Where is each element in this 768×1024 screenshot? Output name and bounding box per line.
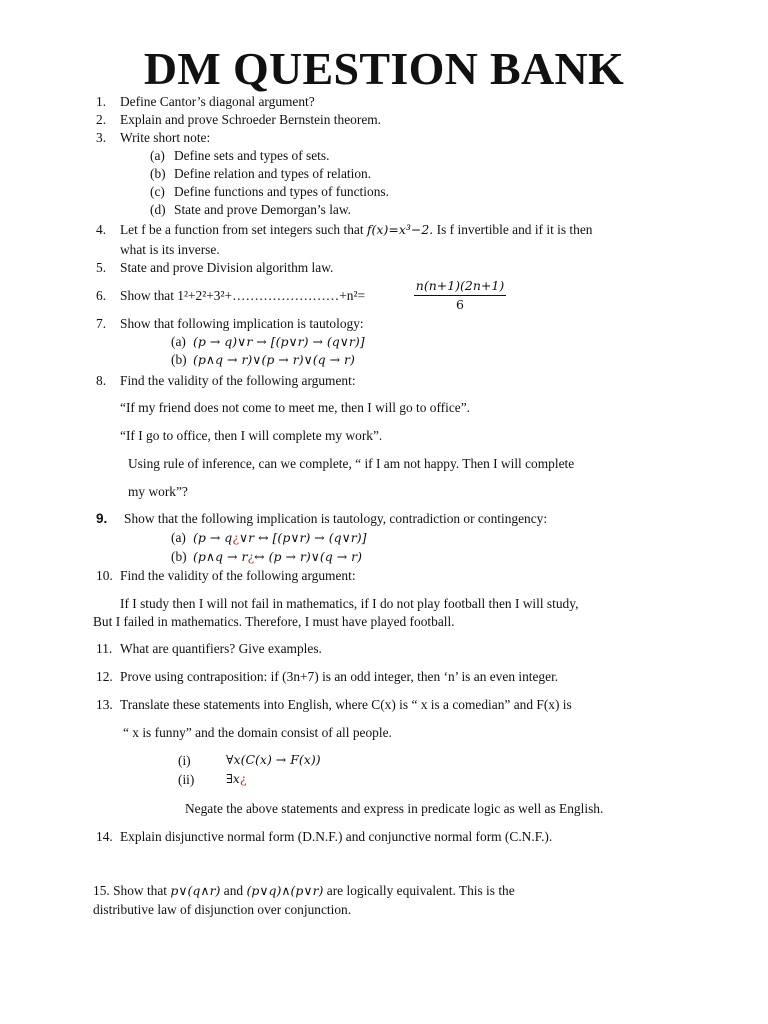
q8-number: 8.: [96, 373, 107, 388]
q9b-expr-pre: (p∧q → r: [193, 549, 248, 564]
q13-text: Translate these statements into English, where C(x) is “ x is a comedian” and F(x) is: [120, 697, 572, 712]
q8-premise-1: “If my friend does not come to meet me, then I will go to office”.: [120, 400, 471, 415]
q3c-text: Define functions and types of functions.: [174, 184, 389, 199]
q3b-label: (b): [150, 166, 166, 181]
q15-lead: 15. Show that: [93, 883, 168, 898]
q6-number: 6.: [96, 288, 107, 303]
q8-conclusion-end: my work”?: [128, 484, 188, 499]
q9a-expr-post: ∨r ↔ [(p∨r) → (q∨r)]: [239, 530, 367, 545]
q15-and: and: [223, 883, 244, 898]
q4-formula: f(x)=x³−2.: [366, 222, 434, 237]
q4-text-a: Let f be a function from set integers such that: [120, 222, 364, 237]
q3a-text: Define sets and types of sets.: [174, 148, 330, 163]
q14-text: Explain disjunctive normal form (D.N.F.) and conjunctive normal form (C.N.F.).: [120, 829, 553, 844]
q15-expression-1: p∨(q∧r): [170, 883, 221, 898]
q3-number: 3.: [96, 130, 107, 145]
q9a-label: (a): [171, 530, 186, 545]
q8-text: Find the validity of the following argument:: [120, 373, 356, 388]
q8-premise-2: “If I go to office, then I will complete my work”.: [120, 428, 383, 443]
q6-fraction: [410, 278, 510, 312]
q15-tail: are logically equivalent. This is the: [326, 883, 515, 898]
q4-line2: what is its inverse.: [120, 242, 220, 257]
q7a-expression: (p → q)∨r → [(p∨r) → (q∨r)]: [193, 334, 365, 349]
q3c-label: (c): [150, 184, 165, 199]
q13-i-expression: ∀x(C(x) → F(x)): [226, 752, 321, 767]
q9b-label: (b): [171, 549, 187, 564]
q6-fraction-numerator: n(n+1)(2n+1): [415, 278, 505, 293]
q7-text: Show that following implication is tautology:: [120, 316, 364, 331]
q6-fraction-denominator: 6: [456, 297, 464, 312]
q13-line2: “ x is funny” and the domain consist of all people.: [123, 725, 392, 740]
q12-text: Prove using contraposition: if (3n+7) is an odd integer, then ‘n’ is an even integer.: [120, 669, 559, 684]
q10-text: Find the validity of the following argument:: [120, 568, 356, 583]
q9a-expression: [193, 530, 367, 545]
q10-argument-line-2: But I failed in mathematics. Therefore, I must have played football.: [93, 614, 455, 629]
q7b-expression: (p∧q → r)∨(p → r)∨(q → r): [193, 352, 355, 367]
q13-ii-glitch-char: ¿: [239, 771, 247, 786]
q13-ii-label: (ii): [178, 772, 195, 787]
q7-number: 7.: [96, 316, 107, 331]
q13-number: 13.: [96, 697, 113, 712]
q13-ii-expr-pre: ∃x: [226, 771, 240, 786]
q8-conclusion: Using rule of inference, can we complete, “ if I am not happy. Then I will complete: [128, 456, 575, 471]
q3-text: Write short note:: [120, 130, 211, 145]
q10-argument-line-1: If I study then I will not fail in mathematics, if I do not play football then I will study,: [120, 596, 579, 611]
q9b-expression: [193, 549, 362, 564]
q9a-glitch-char: ¿: [232, 530, 240, 545]
q3a-label: (a): [150, 148, 165, 163]
q11-number: 11.: [96, 641, 113, 656]
q3b-text: Define relation and types of relation.: [174, 166, 372, 181]
q7a-label: (a): [171, 334, 186, 349]
q1-text: Define Cantor’s diagonal argument?: [120, 94, 315, 109]
q15-line2: distributive law of disjunction over conjunction.: [93, 902, 352, 917]
q14-number: 14.: [96, 829, 113, 844]
q9a-expr-pre: (p → q: [193, 530, 233, 545]
q12-number: 12.: [96, 669, 113, 684]
q2-text: Explain and prove Schroeder Bernstein theorem.: [120, 112, 382, 127]
q15-line1: [93, 883, 515, 899]
q15-expression-2: (p∨q)∧(p∨r): [246, 883, 324, 898]
q3d-text: State and prove Demorgan’s law.: [174, 202, 352, 217]
q5-number: 5.: [96, 260, 107, 275]
q6-text: Show that 1²+2²+3²+……………………+n²=: [120, 288, 366, 303]
q13-negate-instruction: Negate the above statements and express in predicate logic as well as English.: [185, 801, 604, 816]
q4-number: 4.: [96, 222, 107, 237]
q13-i-label: (i): [178, 753, 191, 768]
q1-number: 1.: [96, 94, 107, 109]
q5-text: State and prove Division algorithm law.: [120, 260, 334, 275]
q4-text: [120, 222, 592, 238]
q9-number: 9.: [96, 511, 108, 526]
q4-text-b: Is f invertible and if it is then: [436, 222, 593, 237]
q13-ii-expression: [226, 771, 247, 786]
q10-number: 10.: [96, 568, 113, 583]
q6-fraction-bar: [414, 295, 506, 296]
q7b-label: (b): [171, 352, 187, 367]
q2-number: 2.: [96, 112, 107, 127]
q11-text: What are quantifiers? Give examples.: [120, 641, 322, 656]
q3d-label: (d): [150, 202, 166, 217]
page-title: DM QUESTION BANK: [143, 43, 625, 94]
q9-text: Show that the following implication is tautology, contradiction or contingency:: [124, 511, 548, 526]
q9b-glitch-char: ¿: [247, 549, 255, 564]
q9b-expr-post: ↔ (p → r)∨(q → r): [254, 549, 363, 564]
